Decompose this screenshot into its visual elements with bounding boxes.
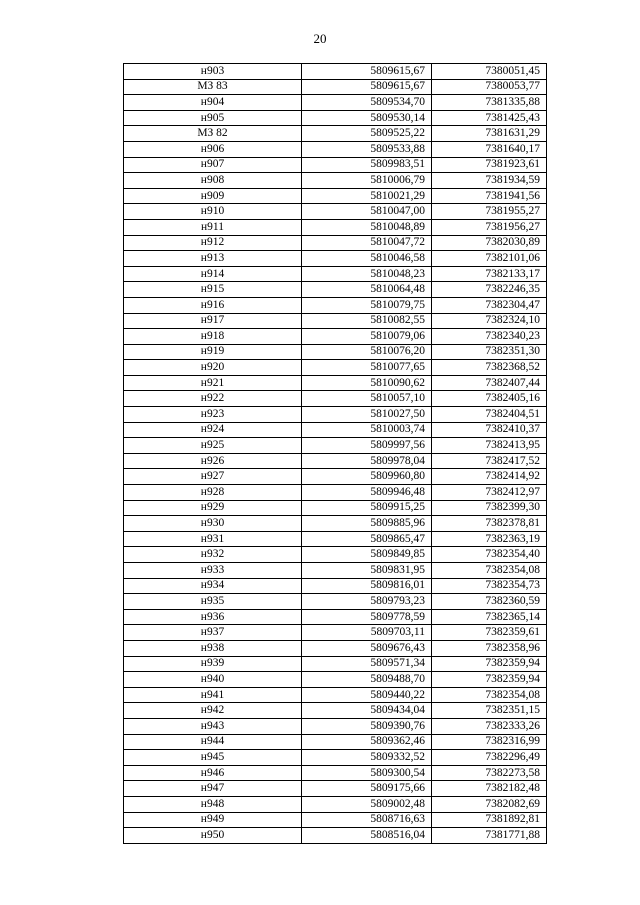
table-row — [124, 110, 547, 126]
x-coordinate-cell: 5810046,58 — [302, 251, 432, 267]
point-id-cell: н906 — [124, 141, 302, 157]
x-coordinate-cell: 5809533,88 — [302, 141, 432, 157]
table-row — [124, 438, 547, 454]
point-id-cell: н940 — [124, 672, 302, 688]
point-id-cell: н935 — [124, 594, 302, 610]
x-coordinate-cell: 5810027,50 — [302, 407, 432, 423]
x-coordinate-cell: 5810048,23 — [302, 266, 432, 282]
y-coordinate-cell: 7382246,35 — [432, 282, 547, 298]
x-coordinate-cell: 5809816,01 — [302, 578, 432, 594]
y-coordinate-cell: 7382359,61 — [432, 625, 547, 641]
table-row — [124, 750, 547, 766]
x-coordinate-cell: 5809865,47 — [302, 531, 432, 547]
point-id-cell: н948 — [124, 796, 302, 812]
point-id-cell: н903 — [124, 64, 302, 80]
x-coordinate-cell: 5809793,23 — [302, 594, 432, 610]
table-row — [124, 485, 547, 501]
y-coordinate-cell: 7382414,92 — [432, 469, 547, 485]
y-coordinate-cell: 7382030,89 — [432, 235, 547, 251]
x-coordinate-cell: 5808516,04 — [302, 828, 432, 844]
point-id-cell: н946 — [124, 765, 302, 781]
page-number: 20 — [313, 31, 327, 46]
y-coordinate-cell: 7382354,08 — [432, 563, 547, 579]
x-coordinate-cell: 5809332,52 — [302, 750, 432, 766]
x-coordinate-cell: 5809440,22 — [302, 687, 432, 703]
y-coordinate-cell: 7382404,51 — [432, 407, 547, 423]
y-coordinate-cell: 7382407,44 — [432, 375, 547, 391]
table-row — [124, 500, 547, 516]
point-id-cell: н945 — [124, 750, 302, 766]
table-row — [124, 531, 547, 547]
x-coordinate-cell: 5810047,72 — [302, 235, 432, 251]
x-coordinate-cell: 5810064,48 — [302, 282, 432, 298]
point-id-cell: н936 — [124, 609, 302, 625]
point-id-cell: н938 — [124, 640, 302, 656]
point-id-cell: н930 — [124, 516, 302, 532]
point-id-cell: н929 — [124, 500, 302, 516]
x-coordinate-cell: 5810047,00 — [302, 204, 432, 220]
table-row — [124, 360, 547, 376]
point-id-cell: н920 — [124, 360, 302, 376]
point-id-cell: н944 — [124, 734, 302, 750]
table-row — [124, 141, 547, 157]
table-row — [124, 344, 547, 360]
y-coordinate-cell: 7382354,08 — [432, 687, 547, 703]
table-row — [124, 282, 547, 298]
table-row — [124, 422, 547, 438]
table-row — [124, 625, 547, 641]
y-coordinate-cell: 7382368,52 — [432, 360, 547, 376]
x-coordinate-cell: 5809002,48 — [302, 796, 432, 812]
x-coordinate-cell: 5809831,95 — [302, 563, 432, 579]
y-coordinate-cell: 7382296,49 — [432, 750, 547, 766]
table-row — [124, 609, 547, 625]
table-row — [124, 594, 547, 610]
table-row — [124, 781, 547, 797]
point-id-cell: н909 — [124, 188, 302, 204]
x-coordinate-cell: 5810090,62 — [302, 375, 432, 391]
x-coordinate-cell: 5810077,65 — [302, 360, 432, 376]
table-row — [124, 796, 547, 812]
x-coordinate-cell: 5810079,75 — [302, 297, 432, 313]
point-id-cell: н914 — [124, 266, 302, 282]
x-coordinate-cell: 5809175,66 — [302, 781, 432, 797]
table-row — [124, 828, 547, 844]
table-row — [124, 703, 547, 719]
x-coordinate-cell: 5809946,48 — [302, 485, 432, 501]
point-id-cell: н919 — [124, 344, 302, 360]
x-coordinate-cell: 5809488,70 — [302, 672, 432, 688]
y-coordinate-cell: 7382333,26 — [432, 718, 547, 734]
point-id-cell: н949 — [124, 812, 302, 828]
point-id-cell: н937 — [124, 625, 302, 641]
y-coordinate-cell: 7382351,30 — [432, 344, 547, 360]
point-id-cell: н925 — [124, 438, 302, 454]
table-row — [124, 672, 547, 688]
x-coordinate-cell: 5809300,54 — [302, 765, 432, 781]
x-coordinate-cell: 5809571,34 — [302, 656, 432, 672]
point-id-cell: н942 — [124, 703, 302, 719]
x-coordinate-cell: 5810082,55 — [302, 313, 432, 329]
y-coordinate-cell: 7382354,40 — [432, 547, 547, 563]
table-row — [124, 640, 547, 656]
point-id-cell: н904 — [124, 95, 302, 111]
table-row — [124, 547, 547, 563]
x-coordinate-cell: 5809615,67 — [302, 79, 432, 95]
table-row — [124, 313, 547, 329]
point-id-cell: н915 — [124, 282, 302, 298]
y-coordinate-cell: 7382363,19 — [432, 531, 547, 547]
y-coordinate-cell: 7382413,95 — [432, 438, 547, 454]
point-id-cell: н931 — [124, 531, 302, 547]
y-coordinate-cell: 7382340,23 — [432, 329, 547, 345]
x-coordinate-cell: 5809615,67 — [302, 64, 432, 80]
table-row — [124, 251, 547, 267]
x-coordinate-cell: 5809434,04 — [302, 703, 432, 719]
x-coordinate-cell: 5809978,04 — [302, 453, 432, 469]
y-coordinate-cell: 7382182,48 — [432, 781, 547, 797]
y-coordinate-cell: 7380053,77 — [432, 79, 547, 95]
y-coordinate-cell: 7382365,14 — [432, 609, 547, 625]
table-row — [124, 126, 547, 142]
x-coordinate-cell: 5810079,06 — [302, 329, 432, 345]
table-row — [124, 812, 547, 828]
x-coordinate-cell: 5809849,85 — [302, 547, 432, 563]
x-coordinate-cell: 5809997,56 — [302, 438, 432, 454]
y-coordinate-cell: 7382354,73 — [432, 578, 547, 594]
table-row — [124, 157, 547, 173]
table-row — [124, 734, 547, 750]
table-row — [124, 95, 547, 111]
y-coordinate-cell: 7381640,17 — [432, 141, 547, 157]
x-coordinate-cell: 5809778,59 — [302, 609, 432, 625]
point-id-cell: н923 — [124, 407, 302, 423]
point-id-cell: н913 — [124, 251, 302, 267]
point-id-cell: н943 — [124, 718, 302, 734]
table-row — [124, 79, 547, 95]
y-coordinate-cell: 7381923,61 — [432, 157, 547, 173]
table-row — [124, 516, 547, 532]
table-row — [124, 391, 547, 407]
table-row — [124, 656, 547, 672]
table-row — [124, 578, 547, 594]
y-coordinate-cell: 7382351,15 — [432, 703, 547, 719]
table-row — [124, 173, 547, 189]
table-row — [124, 204, 547, 220]
y-coordinate-cell: 7382360,59 — [432, 594, 547, 610]
point-id-cell: н905 — [124, 110, 302, 126]
point-id-cell: н947 — [124, 781, 302, 797]
table-row — [124, 219, 547, 235]
point-id-cell: н910 — [124, 204, 302, 220]
point-id-cell: н912 — [124, 235, 302, 251]
coordinates-table-body — [124, 64, 547, 844]
x-coordinate-cell: 5809530,14 — [302, 110, 432, 126]
y-coordinate-cell: 7381941,56 — [432, 188, 547, 204]
x-coordinate-cell: 5809885,96 — [302, 516, 432, 532]
table-row — [124, 64, 547, 80]
y-coordinate-cell: 7381955,27 — [432, 204, 547, 220]
point-id-cell: н933 — [124, 563, 302, 579]
table-row — [124, 266, 547, 282]
y-coordinate-cell: 7382304,47 — [432, 297, 547, 313]
x-coordinate-cell: 5809960,80 — [302, 469, 432, 485]
y-coordinate-cell: 7382082,69 — [432, 796, 547, 812]
x-coordinate-cell: 5810048,89 — [302, 219, 432, 235]
point-id-cell: н908 — [124, 173, 302, 189]
x-coordinate-cell: 5810076,20 — [302, 344, 432, 360]
point-id-cell: н924 — [124, 422, 302, 438]
point-id-cell: н922 — [124, 391, 302, 407]
point-id-cell: н934 — [124, 578, 302, 594]
table-row — [124, 407, 547, 423]
table-row — [124, 375, 547, 391]
y-coordinate-cell: 7382101,06 — [432, 251, 547, 267]
x-coordinate-cell: 5810006,79 — [302, 173, 432, 189]
x-coordinate-cell: 5809525,22 — [302, 126, 432, 142]
y-coordinate-cell: 7381892,81 — [432, 812, 547, 828]
point-id-cell: н941 — [124, 687, 302, 703]
x-coordinate-cell: 5809676,43 — [302, 640, 432, 656]
x-coordinate-cell: 5809534,70 — [302, 95, 432, 111]
y-coordinate-cell: 7382412,97 — [432, 485, 547, 501]
point-id-cell: н932 — [124, 547, 302, 563]
y-coordinate-cell: 7382324,10 — [432, 313, 547, 329]
point-id-cell: МЗ 82 — [124, 126, 302, 142]
x-coordinate-cell: 5808716,63 — [302, 812, 432, 828]
y-coordinate-cell: 7381934,59 — [432, 173, 547, 189]
x-coordinate-cell: 5809983,51 — [302, 157, 432, 173]
point-id-cell: н918 — [124, 329, 302, 345]
y-coordinate-cell: 7380051,45 — [432, 64, 547, 80]
y-coordinate-cell: 7381771,88 — [432, 828, 547, 844]
point-id-cell: н928 — [124, 485, 302, 501]
table-row — [124, 563, 547, 579]
y-coordinate-cell: 7382359,94 — [432, 656, 547, 672]
x-coordinate-cell: 5810021,29 — [302, 188, 432, 204]
table-row — [124, 687, 547, 703]
point-id-cell: н907 — [124, 157, 302, 173]
x-coordinate-cell: 5809703,11 — [302, 625, 432, 641]
y-coordinate-cell: 7381335,88 — [432, 95, 547, 111]
table-row — [124, 765, 547, 781]
y-coordinate-cell: 7382316,99 — [432, 734, 547, 750]
x-coordinate-cell: 5810003,74 — [302, 422, 432, 438]
point-id-cell: н927 — [124, 469, 302, 485]
coordinates-table — [123, 63, 547, 844]
y-coordinate-cell: 7382378,81 — [432, 516, 547, 532]
point-id-cell: МЗ 83 — [124, 79, 302, 95]
point-id-cell: н950 — [124, 828, 302, 844]
table-row — [124, 329, 547, 345]
y-coordinate-cell: 7382133,17 — [432, 266, 547, 282]
table-row — [124, 453, 547, 469]
y-coordinate-cell: 7382359,94 — [432, 672, 547, 688]
y-coordinate-cell: 7381425,43 — [432, 110, 547, 126]
table-row — [124, 718, 547, 734]
point-id-cell: н939 — [124, 656, 302, 672]
x-coordinate-cell: 5810057,10 — [302, 391, 432, 407]
point-id-cell: н917 — [124, 313, 302, 329]
y-coordinate-cell: 7382417,52 — [432, 453, 547, 469]
point-id-cell: н911 — [124, 219, 302, 235]
table-row — [124, 235, 547, 251]
y-coordinate-cell: 7381956,27 — [432, 219, 547, 235]
point-id-cell: н926 — [124, 453, 302, 469]
y-coordinate-cell: 7382399,30 — [432, 500, 547, 516]
x-coordinate-cell: 5809915,25 — [302, 500, 432, 516]
x-coordinate-cell: 5809390,76 — [302, 718, 432, 734]
y-coordinate-cell: 7382273,58 — [432, 765, 547, 781]
x-coordinate-cell: 5809362,46 — [302, 734, 432, 750]
point-id-cell: н916 — [124, 297, 302, 313]
table-row — [124, 297, 547, 313]
table-row — [124, 469, 547, 485]
y-coordinate-cell: 7382358,96 — [432, 640, 547, 656]
point-id-cell: н921 — [124, 375, 302, 391]
y-coordinate-cell: 7382410,37 — [432, 422, 547, 438]
y-coordinate-cell: 7381631,29 — [432, 126, 547, 142]
y-coordinate-cell: 7382405,16 — [432, 391, 547, 407]
table-row — [124, 188, 547, 204]
